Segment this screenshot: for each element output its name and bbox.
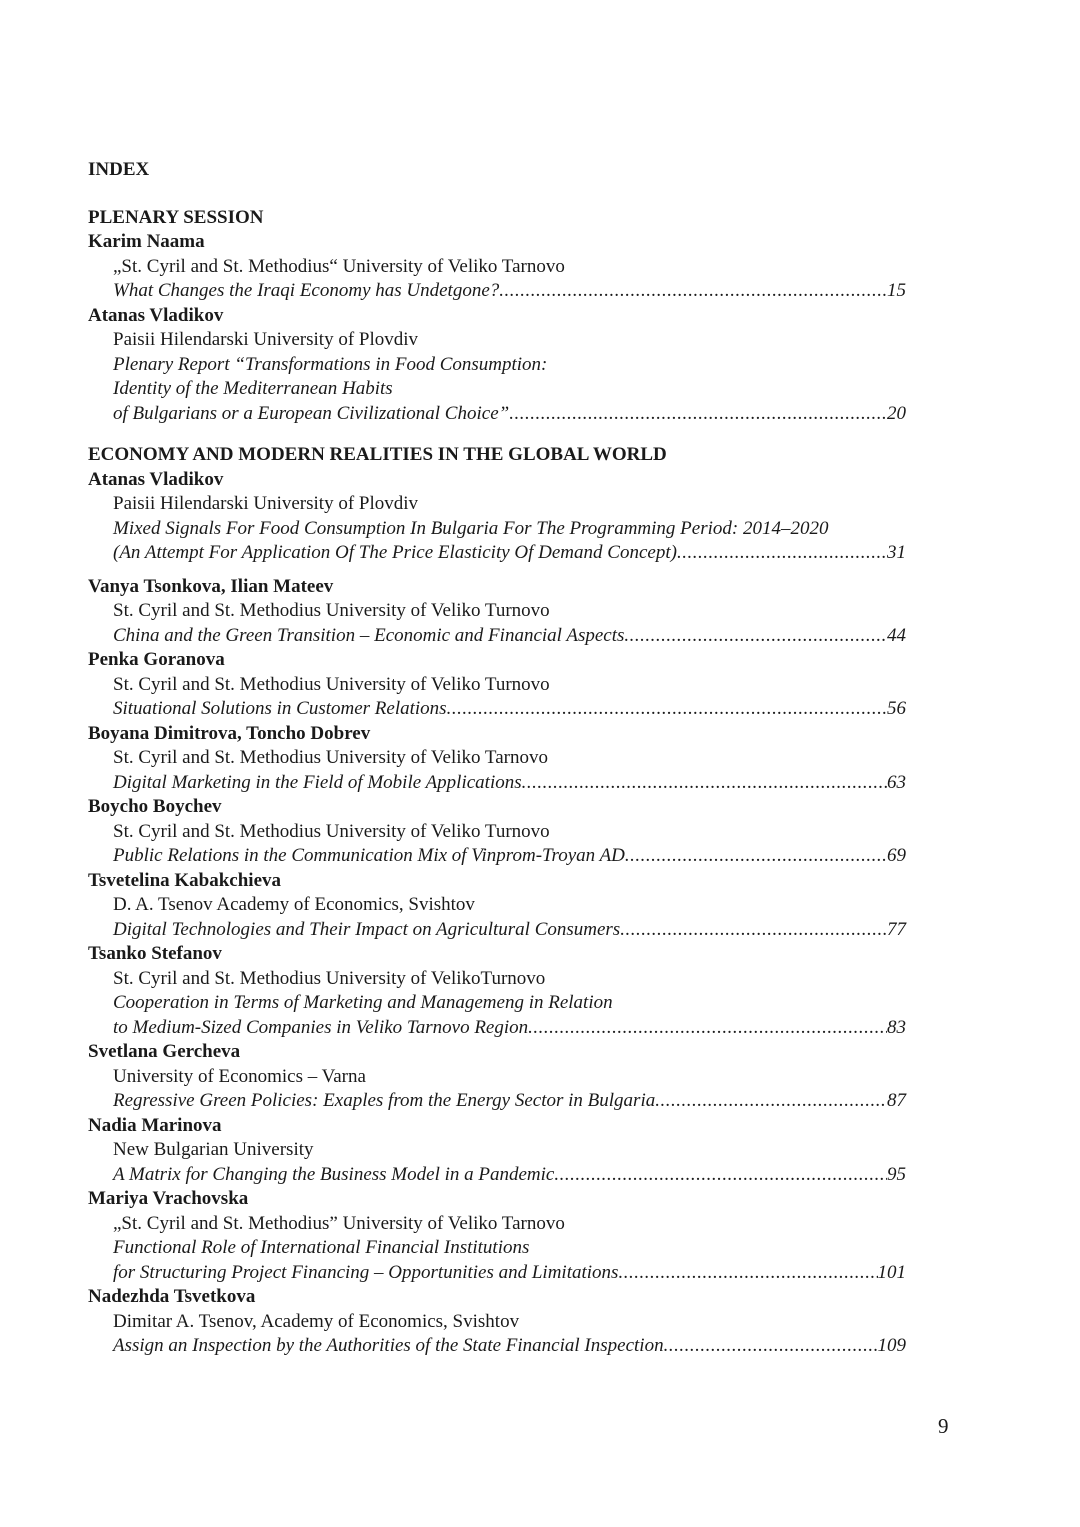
entry-affiliation: „St. Cyril and St. Methodius“ University of Veliko Tarnovo	[113, 255, 565, 277]
dot-leader	[509, 402, 887, 427]
entry-page-number: 56	[887, 698, 906, 719]
entry-page-number: 101	[877, 1261, 906, 1283]
index-entry	[88, 722, 906, 796]
index-entry	[88, 230, 906, 304]
entry-affiliation: D. A. Tsenov Academy of Economics, Svishtov	[113, 894, 475, 915]
index-title: INDEX	[88, 159, 150, 180]
index-entry	[88, 575, 906, 649]
entry-author: Atanas Vladikov	[88, 468, 224, 490]
index-entry	[88, 1285, 906, 1359]
dot-leader	[620, 918, 887, 943]
entry-leader-line	[88, 771, 906, 796]
entry-author: Boyana Dimitrova, Toncho Dobrev	[88, 722, 371, 744]
entry-page-number: 31	[887, 542, 906, 563]
entry-page-number: 95	[887, 1163, 906, 1185]
entry-title-line: Plenary Report “Transformations in Food Consumption:	[113, 353, 548, 375]
entry-leader-line	[88, 918, 906, 943]
entry-leader-line	[88, 279, 906, 304]
entry-author: Boycho Boychev	[88, 796, 222, 817]
section-heading: PLENARY SESSION	[88, 206, 264, 228]
entry-title-last-line: for Structuring Project Financing – Opportunities and Limitations	[113, 1261, 619, 1283]
entry-affiliation: New Bulgarian University	[113, 1139, 314, 1160]
entry-affiliation: „St. Cyril and St. Methodius” University of Veliko Tarnovo	[113, 1212, 565, 1234]
entry-author: Mariya Vrachovska	[88, 1188, 249, 1209]
entry-affiliation: St. Cyril and St. Methodius University of Veliko Turnovo	[113, 600, 550, 621]
dot-leader	[624, 624, 887, 649]
entry-leader-line	[88, 1334, 906, 1359]
entry-title-last-line: Regressive Green Policies: Exaples from the Energy Sector in Bulgaria	[113, 1090, 656, 1111]
entry-leader-line	[88, 402, 906, 427]
entry-title-last-line: A Matrix for Changing the Business Model in a Pandemic	[113, 1163, 555, 1185]
entry-page-number: 44	[887, 624, 906, 646]
entry-title-last-line: Situational Solutions in Customer Relations	[113, 698, 447, 719]
index-entry	[88, 795, 906, 869]
dot-leader	[655, 1089, 887, 1114]
entry-affiliation: St. Cyril and St. Methodius University of VelikoTurnovo	[113, 967, 546, 989]
entry-title-last-line: to Medium-Sized Companies in Veliko Tarnovo Region	[113, 1016, 529, 1038]
index-entry	[88, 1187, 906, 1285]
dot-leader	[677, 541, 887, 566]
dot-leader	[499, 279, 887, 304]
entry-affiliation: Paisii Hilendarski University of Plovdiv	[113, 493, 419, 514]
entry-page-number: 69	[887, 845, 906, 866]
sections-container	[88, 206, 906, 1359]
page-number: 9	[938, 1414, 949, 1438]
entry-leader-line	[88, 697, 906, 722]
entry-title-last-line: China and the Green Transition – Economic and Financial Aspects	[113, 624, 625, 646]
entry-page-number: 15	[887, 280, 906, 301]
entry-title-last-line: Assign an Inspection by the Authorities of the State Financial Inspection	[113, 1335, 664, 1356]
entry-title-line: Functional Role of International Financial Institutions	[113, 1237, 530, 1258]
entry-author: Nadezhda Tsvetkova	[88, 1286, 256, 1307]
entry-leader-line	[88, 1089, 906, 1114]
entry-leader-line	[88, 541, 906, 566]
entry-title-last-line: of Bulgarians or a European Civilizational Choice”	[113, 402, 510, 424]
entry-affiliation: Dimitar A. Tsenov, Academy of Economics, Svishtov	[113, 1310, 520, 1332]
index-entry	[88, 869, 906, 943]
entry-title-last-line: Digital Technologies and Their Impact on Agricultural Consumers	[113, 918, 621, 940]
dot-leader	[522, 771, 887, 796]
dot-leader	[447, 697, 887, 722]
dot-leader	[664, 1334, 878, 1359]
entry-title-line: Mixed Signals For Food Consumption In Bulgaria For The Programming Period: 2014–2020	[113, 517, 829, 539]
index-entry	[88, 1114, 906, 1188]
entry-affiliation: St. Cyril and St. Methodius University of Veliko Turnovo	[113, 673, 550, 695]
section-heading: ECONOMY AND MODERN REALITIES IN THE GLOBAL WORLD	[88, 444, 667, 465]
entry-title-last-line: (An Attempt For Application Of The Price Elasticity Of Demand Concept)	[113, 542, 677, 563]
dot-leader	[528, 1016, 887, 1041]
index-entry	[88, 304, 906, 427]
index-section	[88, 443, 906, 1359]
entry-title-last-line: What Changes the Iraqi Economy has Undetgone?	[113, 280, 500, 301]
entry-author: Penka Goranova	[88, 649, 225, 670]
entry-page-number: 83	[887, 1016, 906, 1038]
entry-page-number: 109	[877, 1335, 906, 1356]
entry-title-line: Identity of the Mediterranean Habits	[113, 378, 393, 399]
entry-author: Karim Naama	[88, 231, 205, 252]
entry-author: Tsanko Stefanov	[88, 943, 222, 964]
entry-title-last-line: Public Relations in the Communication Mix of Vinprom-Troyan AD	[113, 845, 625, 866]
index-entry	[88, 1040, 906, 1114]
entry-leader-line	[88, 1016, 906, 1041]
entry-page-number: 63	[887, 771, 906, 793]
entry-affiliation: St. Cyril and St. Methodius University of Veliko Tarnovo	[113, 747, 548, 768]
entry-author: Svetlana Gercheva	[88, 1041, 241, 1062]
entry-leader-line	[88, 1163, 906, 1188]
entry-page-number: 20	[887, 402, 906, 424]
index-entry	[88, 468, 906, 566]
entry-leader-line	[88, 624, 906, 649]
entry-leader-line	[88, 844, 906, 869]
index-entry	[88, 942, 906, 1040]
index-page	[88, 158, 906, 1359]
entry-author: Tsvetelina Kabakchieva	[88, 869, 282, 891]
entry-page-number: 87	[887, 1090, 906, 1111]
entry-author: Atanas Vladikov	[88, 304, 224, 326]
entry-affiliation: University of Economics – Varna	[113, 1065, 366, 1087]
entry-affiliation: Paisii Hilendarski University of Plovdiv	[113, 329, 419, 350]
entry-affiliation: St. Cyril and St. Methodius University of Veliko Turnovo	[113, 820, 550, 842]
dot-leader	[618, 1261, 877, 1286]
dot-leader	[554, 1163, 887, 1188]
entry-title-last-line: Digital Marketing in the Field of Mobile Applications	[113, 771, 522, 793]
dot-leader	[625, 844, 887, 869]
index-entry	[88, 648, 906, 722]
entry-title-line: Cooperation in Terms of Marketing and Managemeng in Relation	[113, 992, 613, 1013]
entry-author: Vanya Tsonkova, Ilian Mateev	[88, 575, 334, 597]
index-section	[88, 206, 906, 427]
entry-page-number: 77	[887, 918, 906, 940]
entry-author: Nadia Marinova	[88, 1114, 222, 1136]
entry-leader-line	[88, 1261, 906, 1286]
